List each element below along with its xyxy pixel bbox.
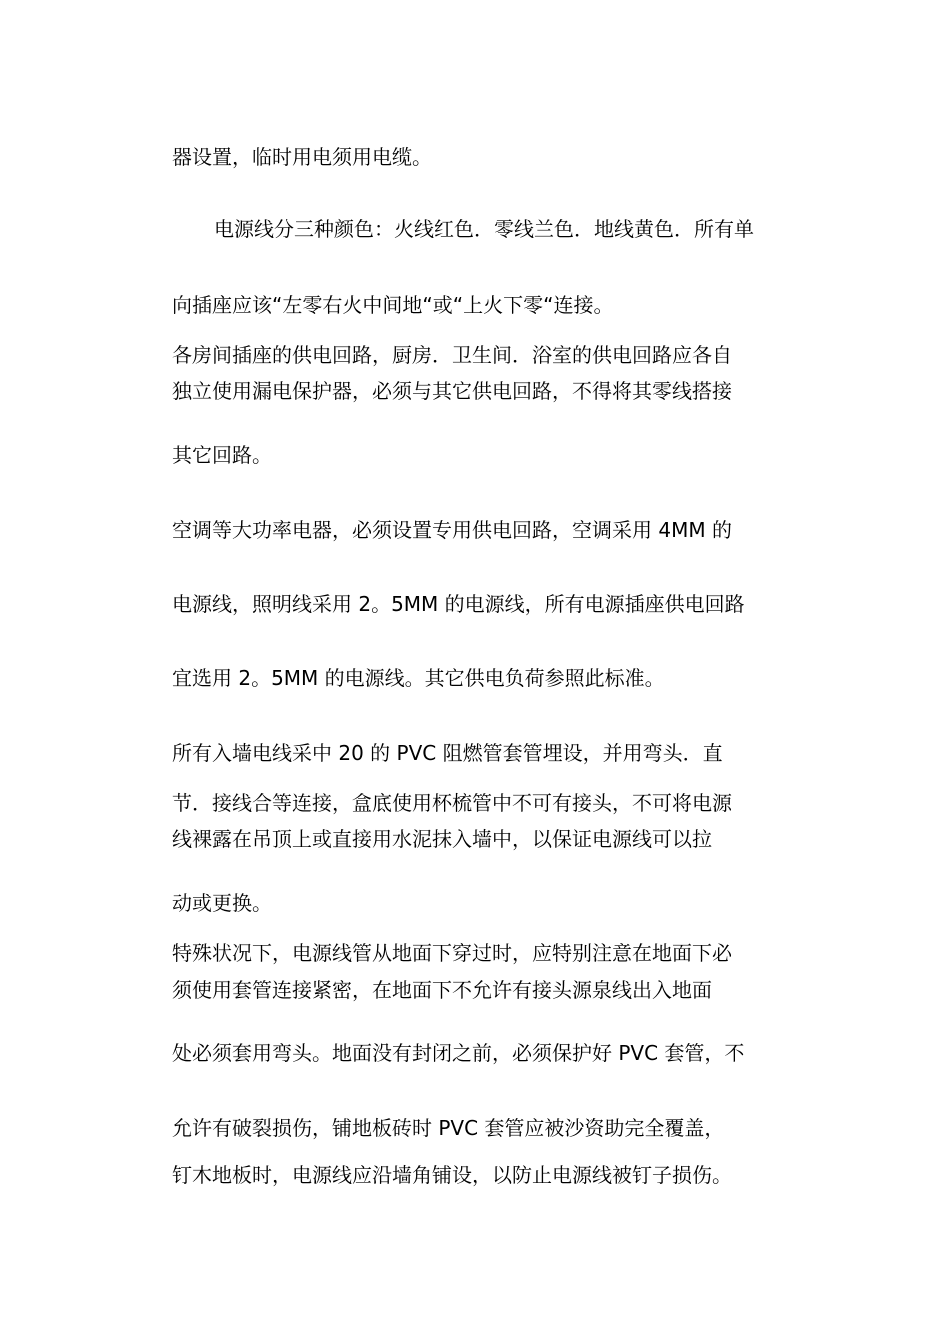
text-line-14: 特殊状况下，电源线管从地面下穿过时，应特别注意在地面下必	[172, 941, 732, 965]
text-line-6: 其它回路。	[172, 443, 272, 467]
text-line-13: 动或更换。	[172, 891, 272, 915]
text-line-12: 线裸露在吊顶上或直接用水泥抹入墙中，以保证电源线可以拉	[172, 827, 712, 851]
text-line-8: 电源线，照明线采用 2。5MM 的电源线，所有电源插座供电回路	[172, 592, 745, 616]
text-line-18: 钉木地板时，电源线应沿墙角铺设，以防止电源线被钉子损伤。	[172, 1163, 732, 1187]
text-line-2: 电源线分三种颜色：火线红色．零线兰色．地线黄色．所有单	[214, 217, 754, 241]
text-line-10: 所有入墙电线采中 20 的 PVC 阻燃管套管埋设，并用弯头．直	[172, 741, 723, 765]
text-line-5: 独立使用漏电保护器，必须与其它供电回路，不得将其零线搭接	[172, 379, 732, 403]
text-line-15: 须使用套管连接紧密，在地面下不允许有接头源泉线出入地面	[172, 978, 712, 1002]
text-line-17: 允许有破裂损伤，铺地板砖时 PVC 套管应被沙资助完全覆盖，	[172, 1116, 725, 1140]
text-line-16: 处必须套用弯头。地面没有封闭之前，必须保护好 PVC 套管，不	[172, 1041, 745, 1065]
text-line-9: 宜选用 2。5MM 的电源线。其它供电负荷参照此标准。	[172, 666, 665, 690]
text-line-1: 器设置，临时用电须用电缆。	[172, 145, 432, 169]
text-line-7: 空调等大功率电器，必须设置专用供电回路，空调采用 4MM 的	[172, 518, 732, 542]
text-line-11: 节．接线合等连接，盒底使用杯梳管中不可有接头，不可将电源	[172, 791, 732, 815]
text-line-3: 向插座应该“左零右火中间地“或“上火下零“连接。	[172, 293, 614, 317]
text-line-4: 各房间插座的供电回路，厨房．卫生间．浴室的供电回路应各自	[172, 343, 732, 367]
